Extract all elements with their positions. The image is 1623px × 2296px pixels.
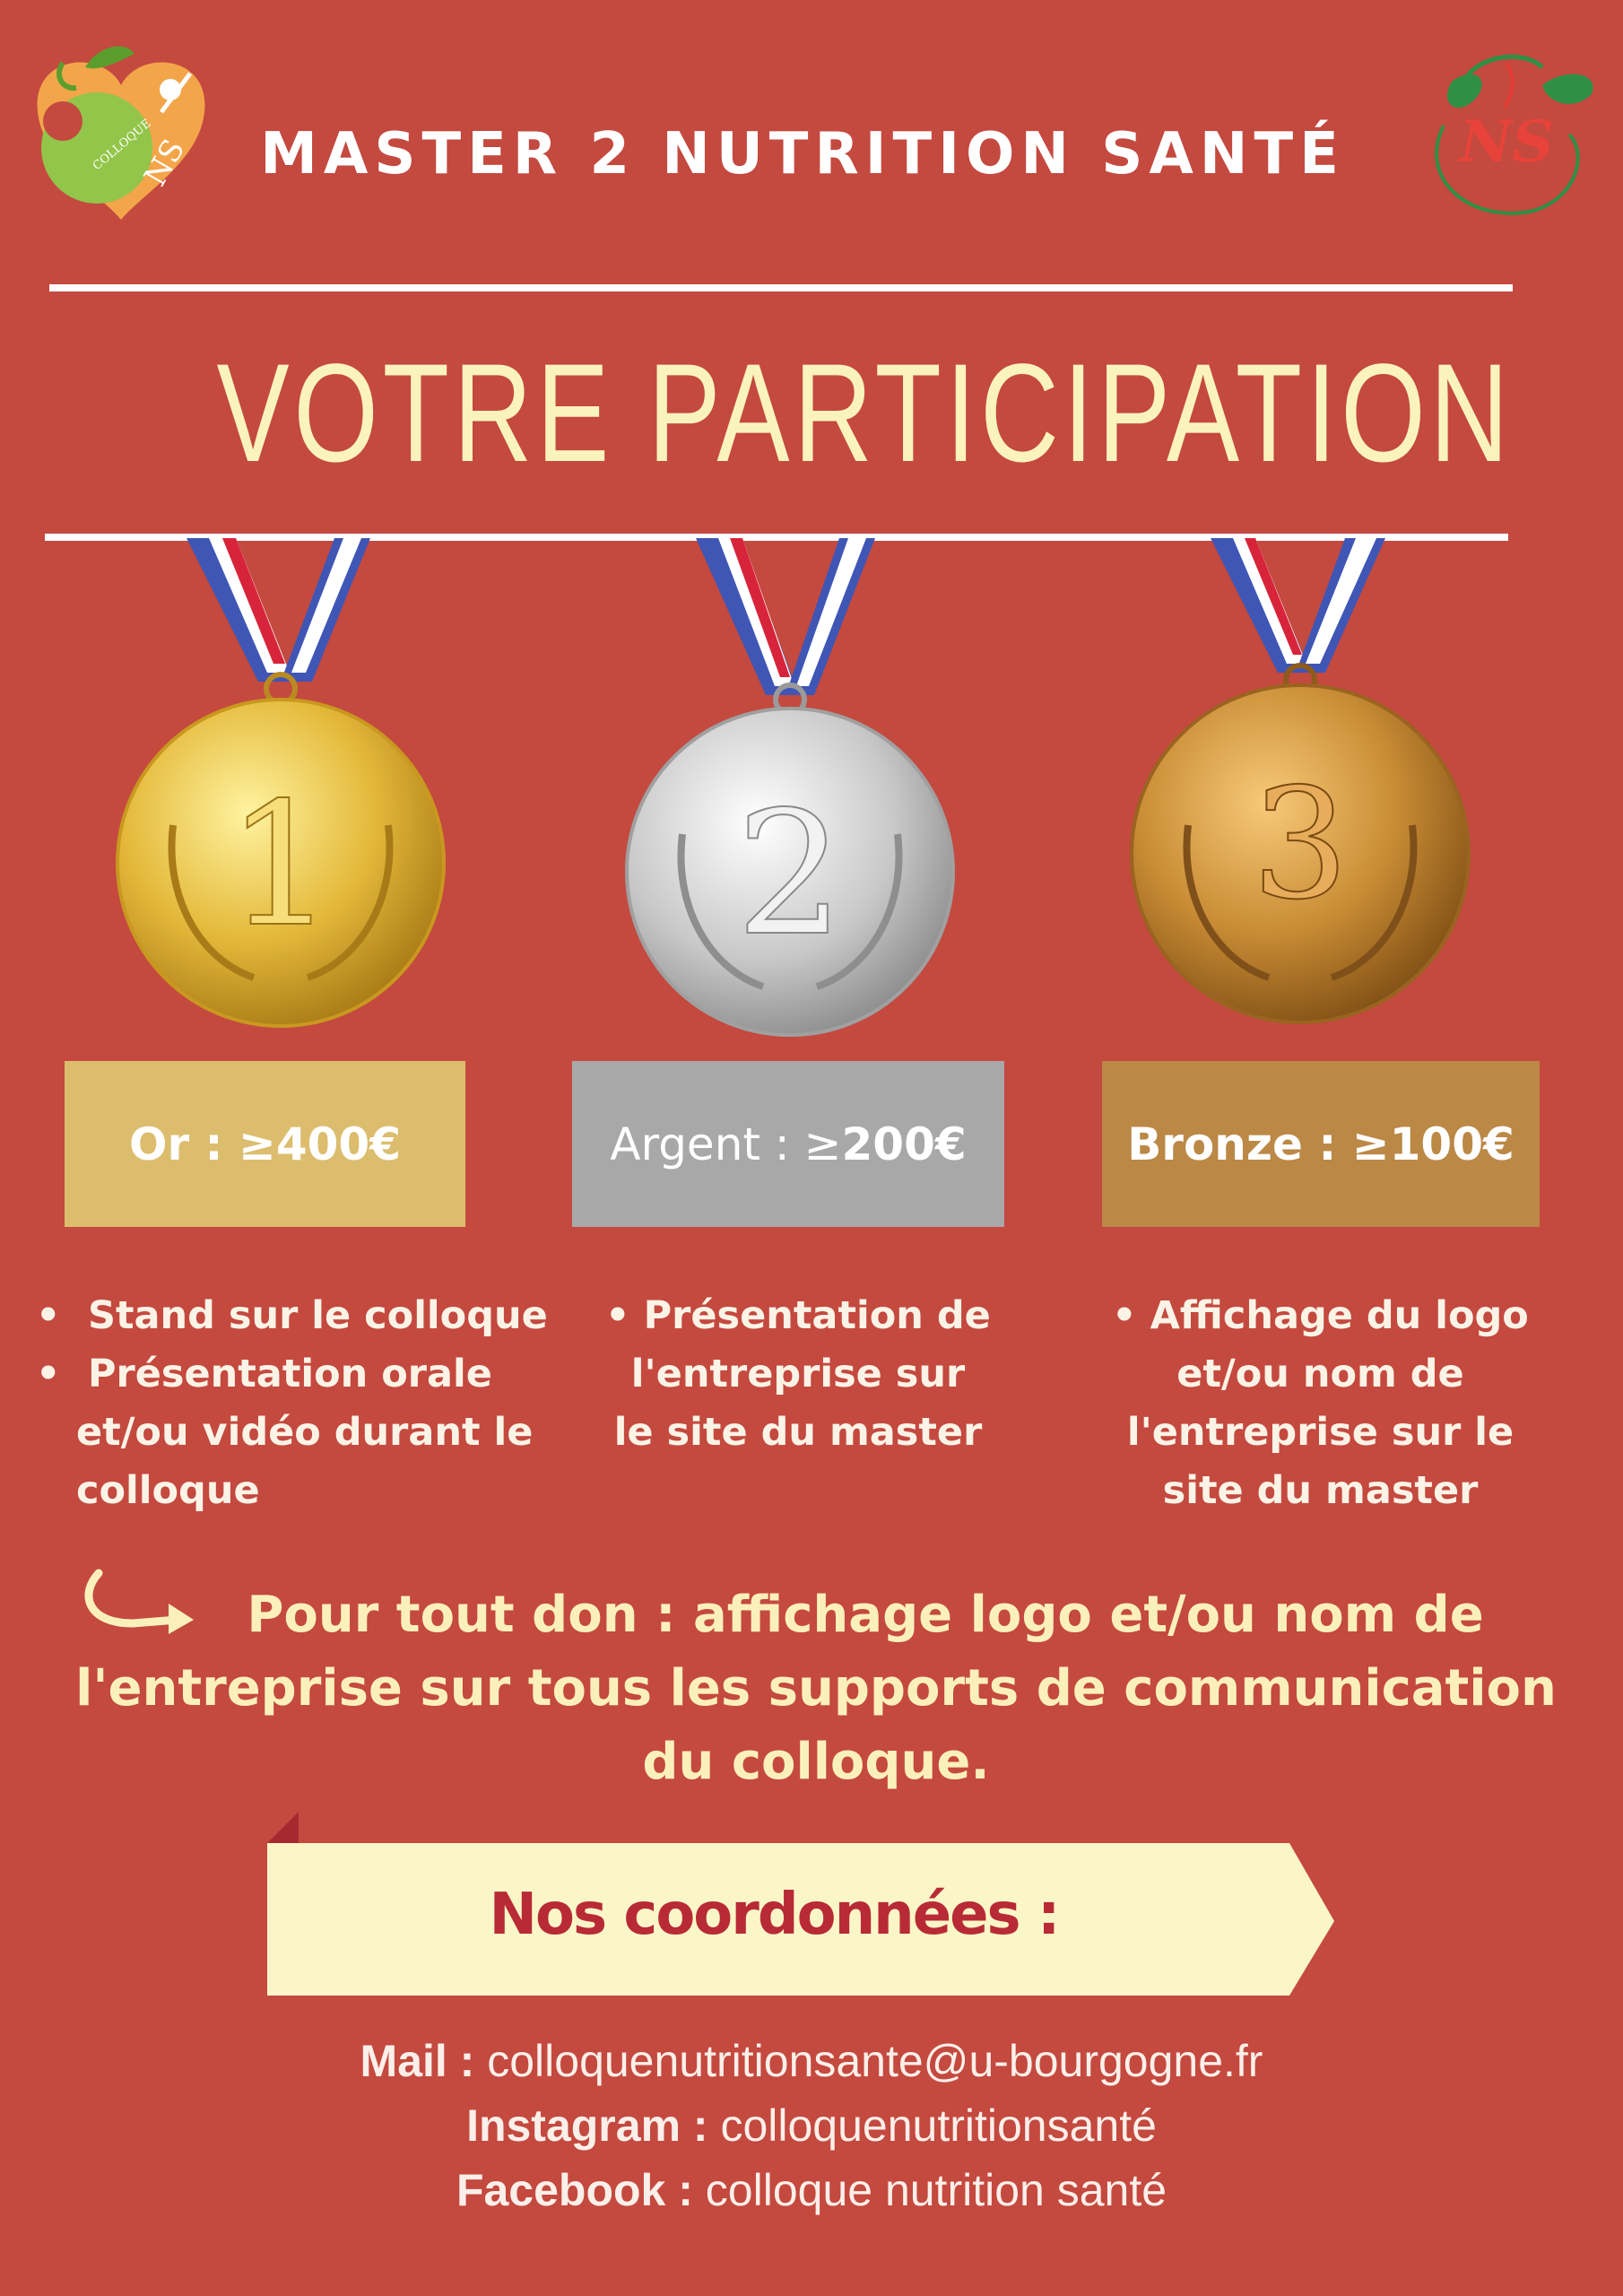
bronze-benefits	[1085, 1287, 1556, 1520]
tier-gold-amount: 400€	[275, 1118, 402, 1170]
silver-benefits	[574, 1287, 1022, 1462]
donation-line2: l'entreprise sur tous les supports de communication	[75, 1659, 1557, 1718]
top-divider	[49, 284, 1513, 291]
facebook-value[interactable]: colloque nutrition santé	[692, 2165, 1167, 2215]
mail-value[interactable]: colloquenutritionsante@u-bourgogne.fr	[474, 2036, 1263, 2086]
contact-instagram	[0, 2093, 1623, 2158]
contact-mail	[0, 2029, 1623, 2093]
logo-right-initials: NS	[1460, 109, 1554, 176]
bronze-benefit-line1: • Affichage du logo	[1112, 1293, 1529, 1338]
tier-bronze	[1102, 1061, 1540, 1227]
gold-benefits	[27, 1287, 565, 1520]
instagram-value[interactable]: colloquenutritionsanté	[707, 2100, 1157, 2151]
donation-line3: du colloque.	[642, 1733, 990, 1791]
gold-benefit-2: • Présentation orale	[27, 1345, 565, 1404]
tier-silver	[572, 1061, 1004, 1227]
contact-facebook	[0, 2158, 1623, 2222]
colloque-logo	[27, 36, 215, 224]
mail-label: Mail :	[360, 2036, 475, 2086]
silver-benefit-line1: • Présentation de	[605, 1293, 991, 1338]
tier-bronze-amount: 100€	[1389, 1118, 1515, 1170]
tier-gold-label: Or : ≥	[128, 1118, 276, 1170]
bronze-medal-icon	[1121, 538, 1480, 1040]
header-title: MASTER 2 NUTRITION SANTÉ	[260, 121, 1345, 187]
contact-banner-label: Nos coordonnées :	[489, 1882, 1059, 1948]
gold-medal-number: 1	[226, 766, 335, 964]
silver-benefit-line2: l'entreprise sur	[630, 1352, 966, 1396]
silver-medal-number: 2	[735, 775, 845, 973]
ns-logo	[1408, 45, 1601, 224]
bronze-medal-number: 3	[1251, 756, 1350, 934]
gold-benefit-2-line2: et/ou vidéo durant le	[76, 1410, 534, 1455]
gold-medal-icon	[101, 538, 460, 1040]
instagram-label: Instagram :	[466, 2100, 708, 2151]
tier-silver-label: Argent : ≥	[610, 1118, 842, 1170]
main-title: VOTRE PARTICIPATION	[216, 335, 1514, 491]
tier-bronze-label: Bronze : ≥	[1127, 1118, 1390, 1170]
logo-left-initials: NS	[137, 133, 193, 193]
contact-details	[0, 2029, 1623, 2222]
tier-gold	[65, 1061, 465, 1227]
donation-line1: Pour tout don : affichage logo et/ou nom de	[247, 1586, 1484, 1644]
bronze-benefit-line2: et/ou nom de	[1176, 1352, 1464, 1396]
bronze-benefit-line3: l'entreprise sur le	[1126, 1410, 1515, 1455]
silver-benefit-line3: le site du master	[613, 1410, 983, 1455]
gold-benefit-1: • Stand sur le colloque	[27, 1287, 565, 1345]
bronze-benefit-line4: site du master	[1162, 1468, 1479, 1513]
silver-medal-icon	[606, 538, 965, 1040]
tier-silver-amount: 200€	[841, 1118, 967, 1170]
facebook-label: Facebook :	[456, 2165, 693, 2215]
gold-benefit-2-line3: colloque	[76, 1468, 260, 1513]
logo-colloque-text: COLLOQUE	[90, 117, 154, 174]
donation-note	[63, 1578, 1569, 1799]
